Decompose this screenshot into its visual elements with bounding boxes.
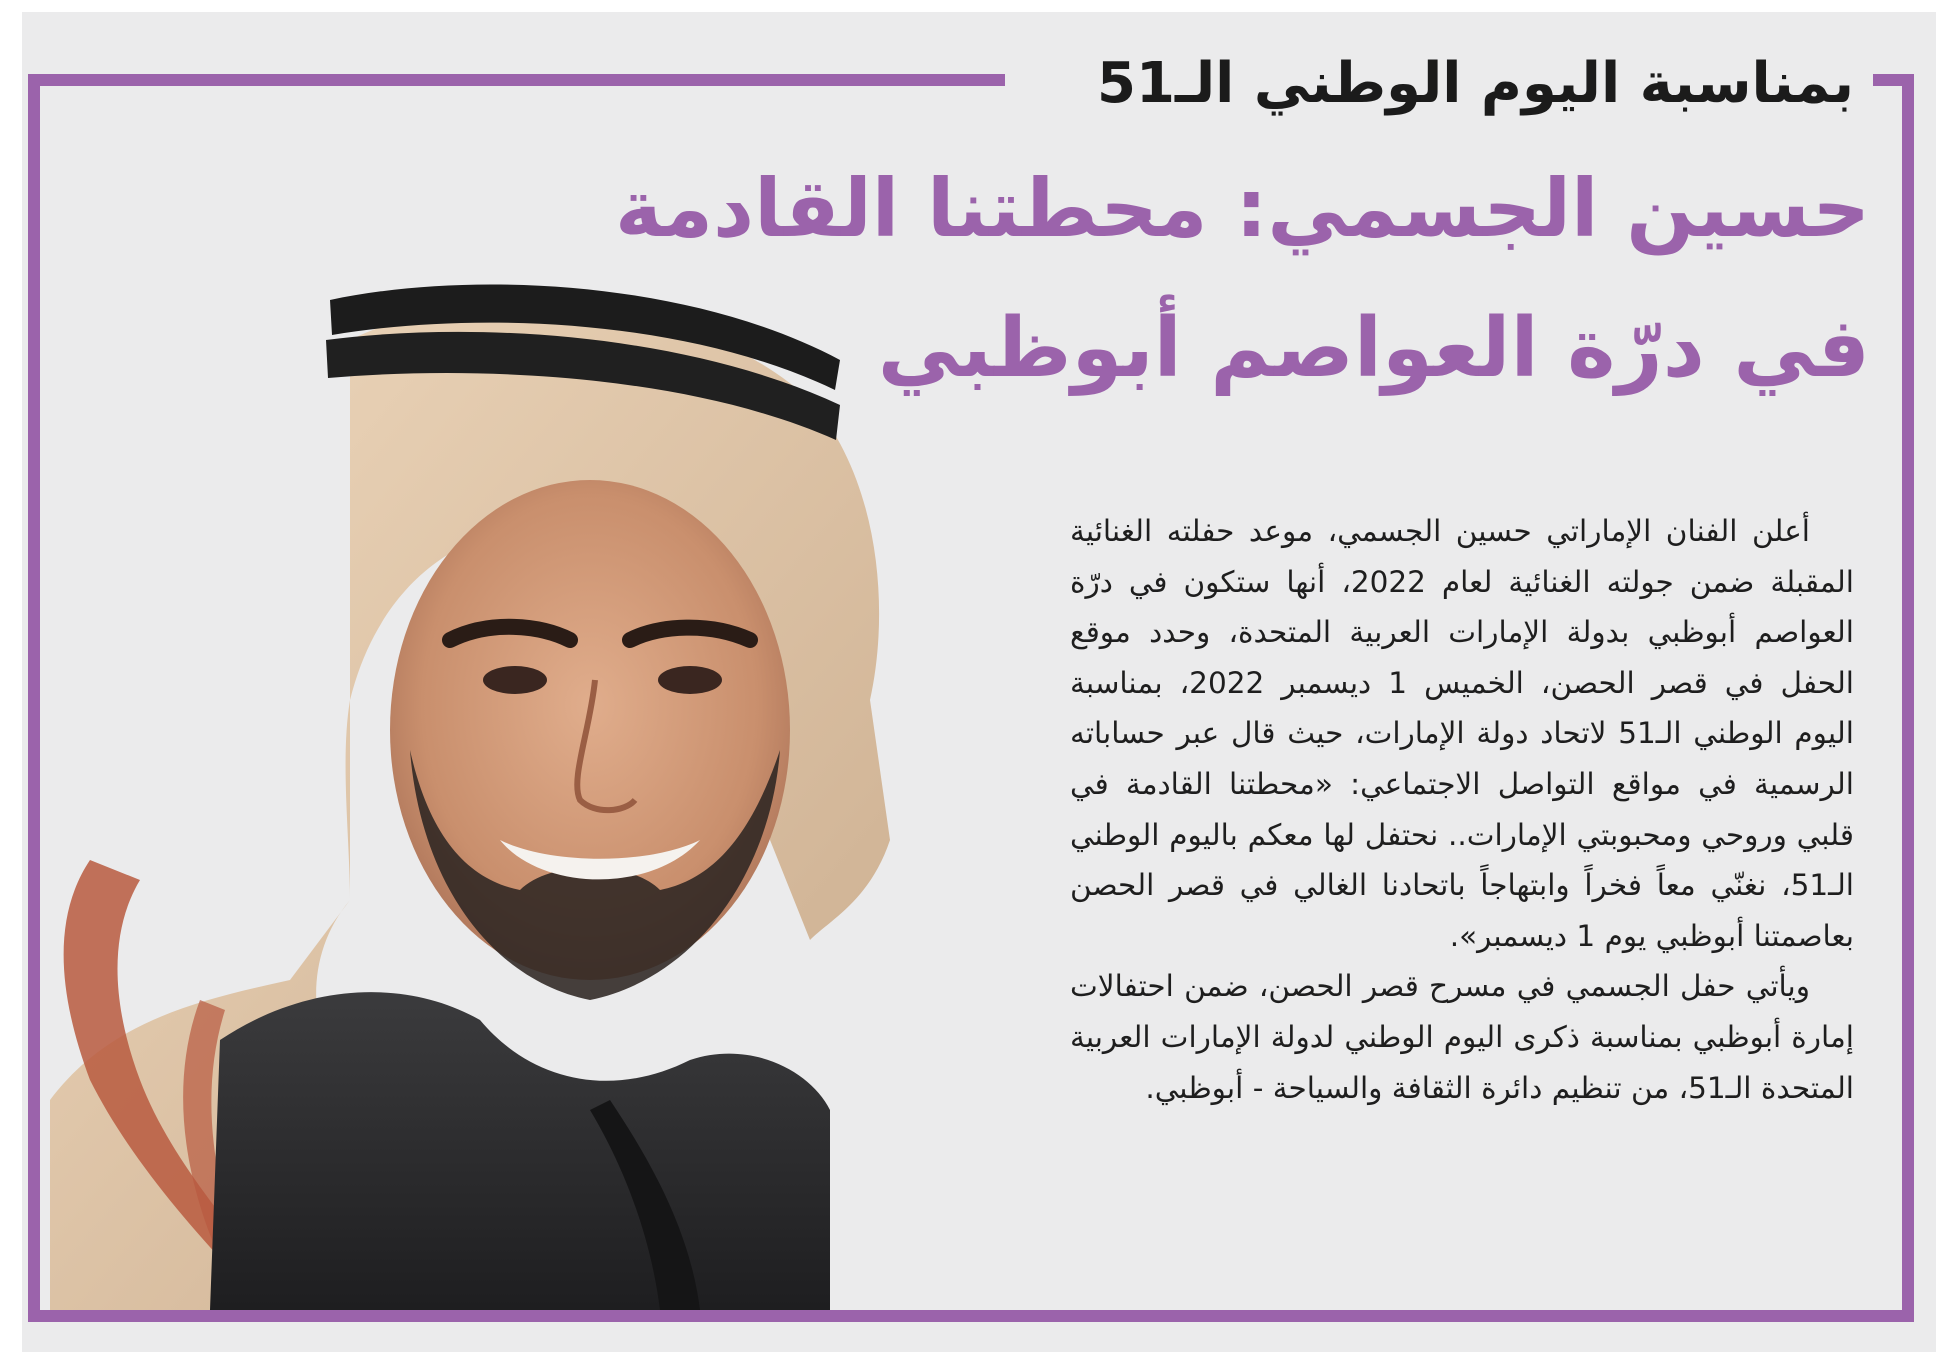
headline-line-1-rest: محطتنا القادمة bbox=[614, 162, 1208, 255]
article-paragraph: أعلن الفنان الإماراتي حسين الجسمي، موعد حفلته الغنائية المقبلة ضمن جولته الغنائية لعام 2022، أنها ستكون في درّة العواصم أبوظبي بدولة الإمارات العربية المتحدة، وحدد موقع الحفل في قصر الحصن، الخميس 1 ديسمبر 2022، بمناسبة اليوم الوطني الـ51 لاتحاد دولة الإمارات، حيث قال عبر حساباته الرسمية في مواقع التواصل الاجتماعي: «محطتنا القادمة في قلبي وروحي ومحبوبتي الإمارات.. نحتفل لها معكم باليوم الوطني الـ51، نغنّي معاً فخراً وابتهاجاً باتحادنا الغالي في قصر الحصن بعاصمتنا أبوظبي يوم 1 ديسمبر». bbox=[1070, 514, 1854, 953]
artist-portrait-photo bbox=[50, 280, 980, 1310]
article-body bbox=[1070, 506, 1854, 1113]
headline-name: حسين الجسمي: bbox=[1235, 162, 1870, 255]
headline-line-1 bbox=[610, 150, 1870, 268]
kicker-heading: بمناسبة اليوم الوطني الـ51 bbox=[1097, 51, 1854, 116]
article-paragraph: ويأتي حفل الجسمي في مسرح قصر الحصن، ضمن احتفالات إمارة أبوظبي بمناسبة ذكرى اليوم الوطني لدولة الإمارات العربية المتحدة الـ51، من تنظيم دائرة الثقافة والسياحة - أبوظبي. bbox=[1070, 969, 1854, 1105]
headline-line-2: في درّة العواصم أبوظبي bbox=[877, 301, 1870, 396]
